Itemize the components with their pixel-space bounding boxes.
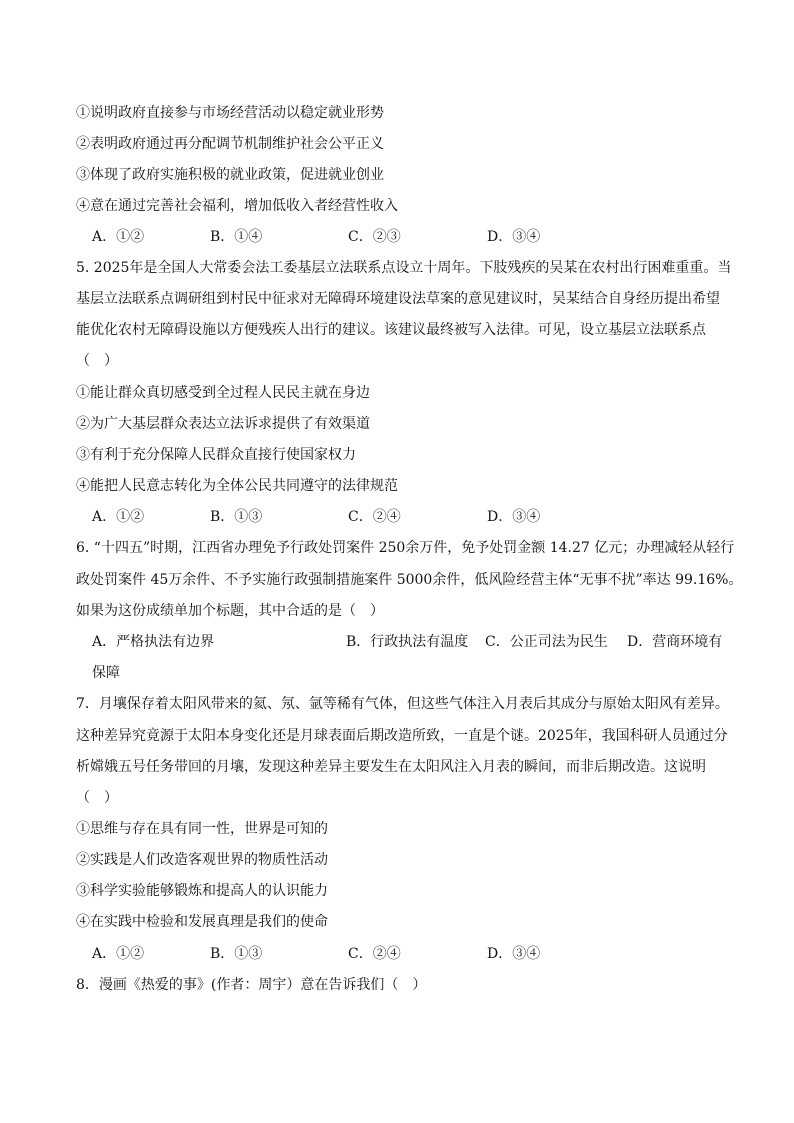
q7-statement-4: ④在实践中检验和发展真理是我们的使命 — [76, 914, 328, 930]
q5-statement-1: ①能让群众真切感受到全过程人民民主就在身边 — [76, 385, 370, 401]
q7-statement-1: ①思维与存在具有同一性，世界是可知的 — [76, 821, 328, 837]
q5-stem-line-1: 5. 2025年是全国人大常委会法工委基层立法联系点设立十周年。下肢残疾的吴某在农村出行困难重重。当 — [76, 260, 732, 276]
q7-option-a: A．①② — [92, 946, 145, 962]
q7-option-d: D．③④ — [487, 946, 541, 962]
q5-option-b: B．①③ — [210, 509, 263, 525]
q8-stem: 8．漫画《热爱的事》(作者：周宇）意在告诉我们（ ） — [76, 977, 427, 993]
q7-statement-3: ③科学实验能够锻炼和提高人的认识能力 — [76, 883, 328, 899]
q7-answer-bracket: （ ） — [76, 790, 118, 806]
q4-statement-2: ②表明政府通过再分配调节机制维护社会公平正义 — [76, 136, 384, 152]
q5-statement-4: ④能把人民意志转化为全体公民共同遵守的法律规范 — [76, 478, 398, 494]
q5-stem-line-2: 基层立法联系点调研组到村民中征求对无障碍环境建设法草案的意见建议时，吴某结合自身经历提出希望 — [76, 291, 720, 307]
q7-statement-2: ②实践是人们改造客观世界的物质性活动 — [76, 852, 328, 868]
q4-option-a: A．①② — [92, 229, 145, 245]
q6-stem-line-1: 6. “十四五”时期，江西省办理免予行政处罚案件 250余万件，免予处罚金额 14.27 亿元；办理减轻从轻行 — [76, 540, 735, 556]
q6-option-a: A．严格执法有边界 — [92, 634, 215, 650]
q4-statement-1: ①说明政府直接参与市场经营活动以稳定就业形势 — [76, 105, 384, 121]
q4-option-d: D．③④ — [487, 229, 541, 245]
q5-option-d: D．③④ — [487, 509, 541, 525]
q5-option-c: C．②④ — [348, 509, 401, 525]
q6-stem-line-2: 政处罚案件 45万余件、不予实施行政强制措施案件 5000余件，低风险经营主体“无事不扰”率达 99.16%。 — [76, 572, 743, 588]
q4-option-b: B．①④ — [210, 229, 263, 245]
q7-stem-line-2: 这种差异究竟源于太阳本身变化还是月球表面后期改造所致，一直是个谜。2025年，我国科研人员通过分 — [76, 728, 728, 744]
q5-option-a: A．①② — [92, 509, 145, 525]
q7-option-b: B．①③ — [210, 946, 263, 962]
q6-option-c: C．公正司法为民生 — [485, 634, 608, 650]
q6-option-d-wrap: 保障 — [92, 665, 120, 681]
q5-statement-3: ③有利于充分保障人民群众直接行使国家权力 — [76, 447, 356, 463]
q6-option-d: D．营商环境有 — [627, 634, 723, 650]
q7-stem-line-3: 析嫦娥五号任务带回的月壤，发现这种差异主要发生在太阳风注入月表的瞬间，而非后期改造。这说明 — [76, 759, 706, 775]
q4-statement-4: ④意在通过完善社会福利，增加低收入者经营性收入 — [76, 198, 398, 214]
q7-option-c: C．②④ — [348, 946, 401, 962]
q7-stem-line-1: 7．月壤保存着太阳风带来的氦、氖、氩等稀有气体，但这些气体注入月表后其成分与原始太阳风有差异。 — [76, 696, 729, 712]
q4-statement-3: ③体现了政府实施积极的就业政策，促进就业创业 — [76, 167, 384, 183]
q6-stem-line-3: 如果为这份成绩单加个标题，其中合适的是（ ） — [76, 603, 384, 619]
q5-statement-2: ②为广大基层群众表达立法诉求提供了有效渠道 — [76, 416, 370, 432]
q5-answer-bracket: （ ） — [76, 353, 118, 369]
q4-option-c: C．②③ — [348, 229, 401, 245]
q5-stem-line-3: 能优化农村无障碍设施以方便残疾人出行的建议。该建议最终被写入法律。可见，设立基层立法联系点 — [76, 322, 706, 338]
q6-option-b: B．行政执法有温度 — [346, 634, 469, 650]
